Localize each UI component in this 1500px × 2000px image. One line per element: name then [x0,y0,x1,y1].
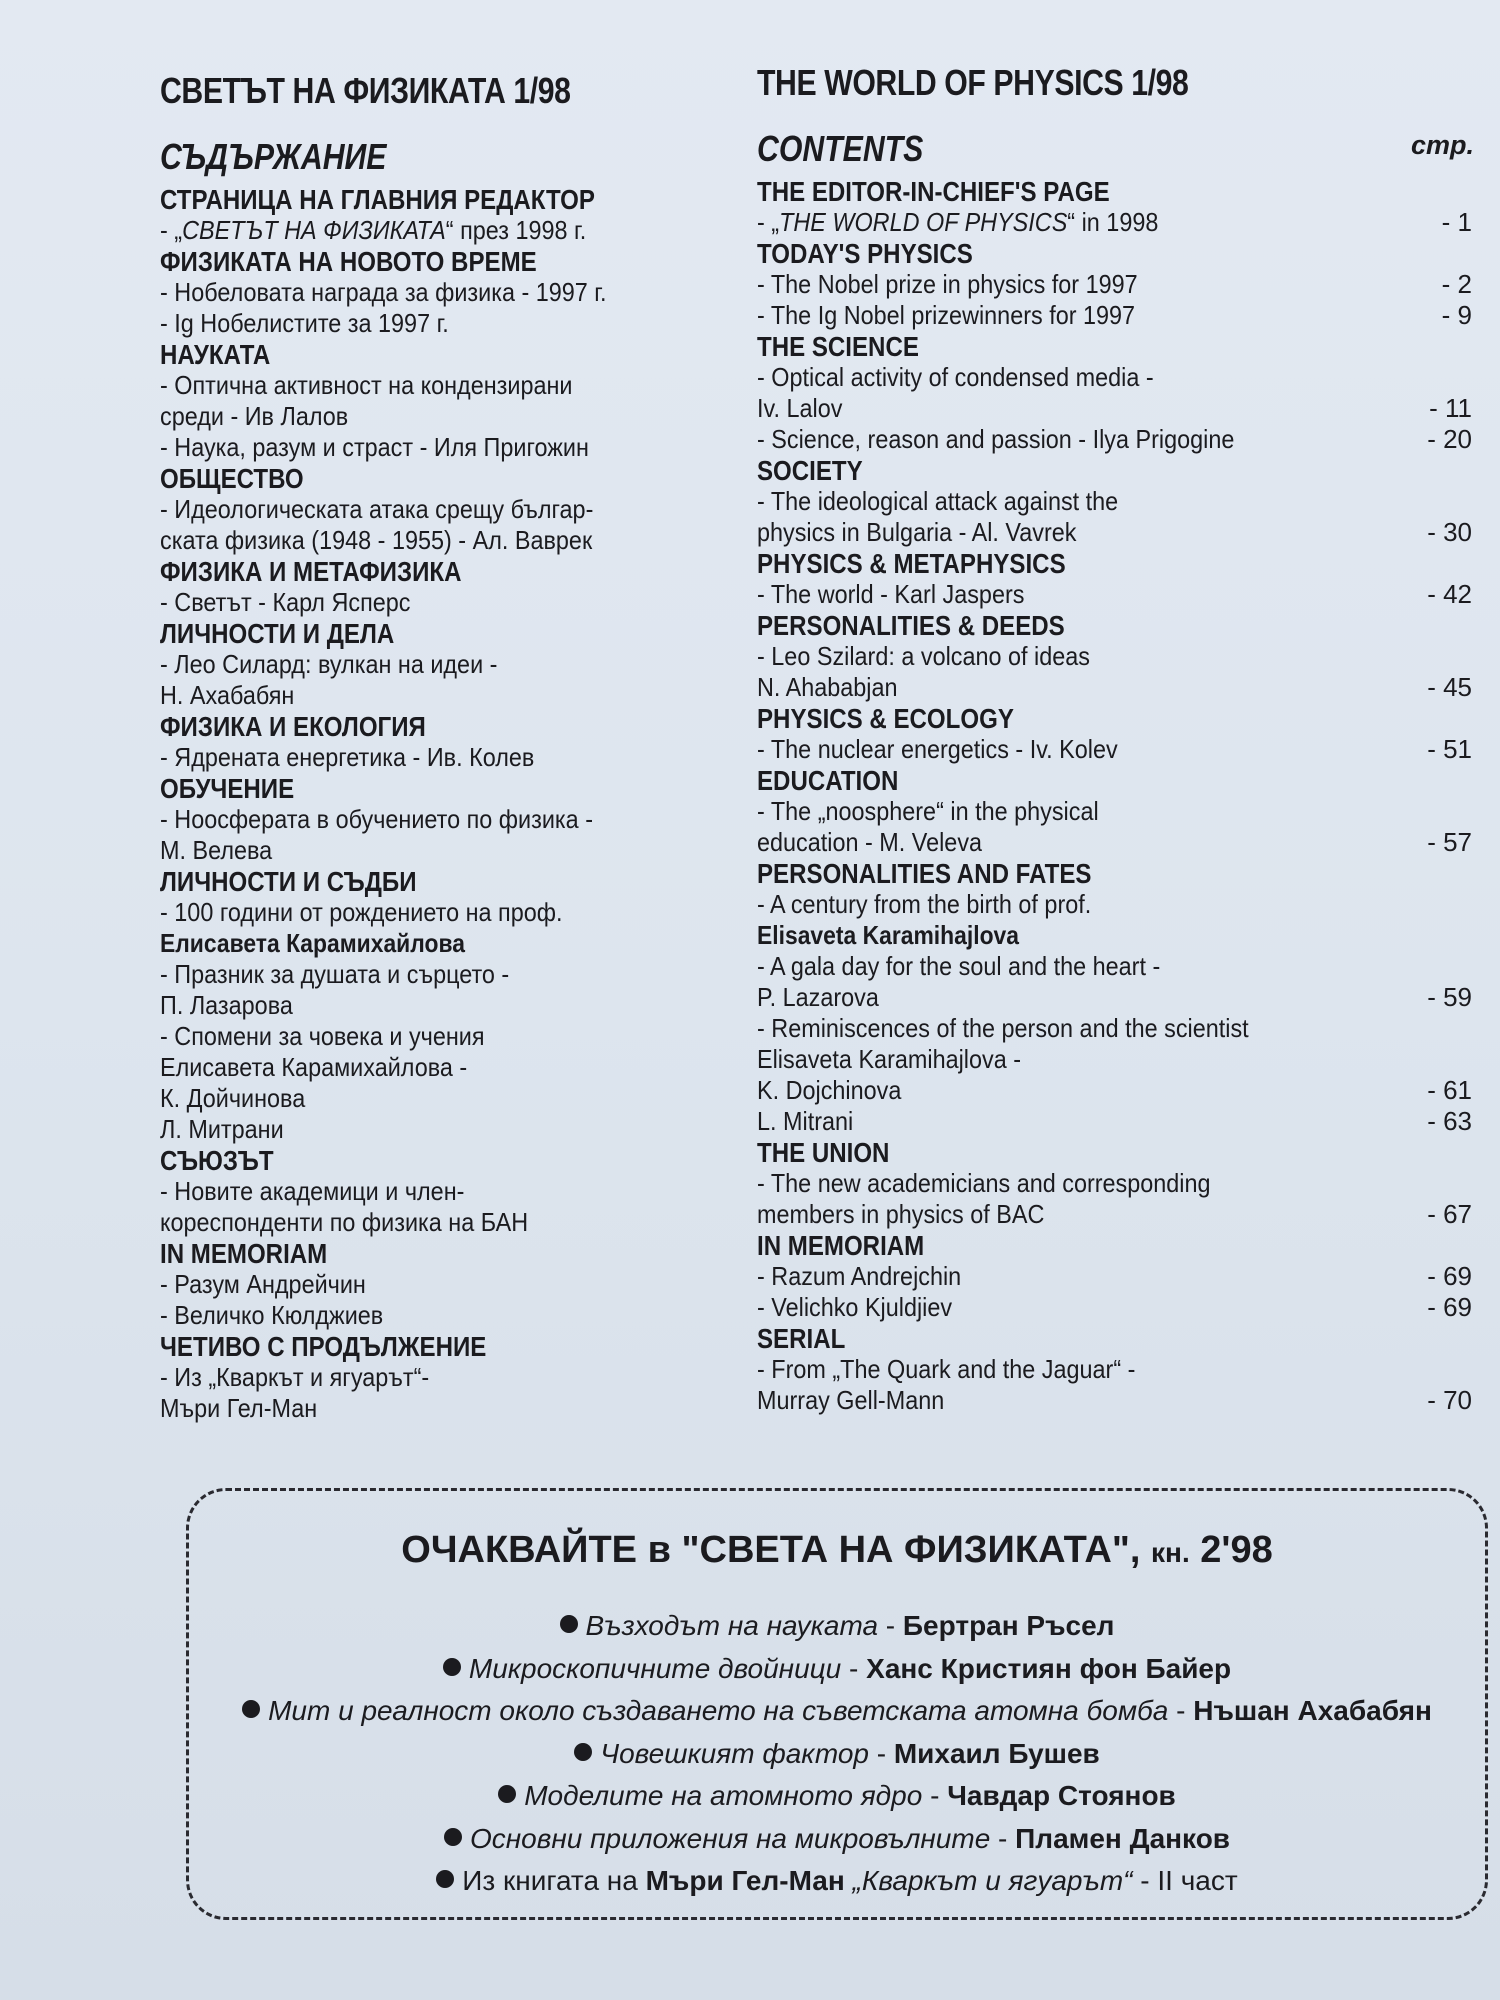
bullet-icon [498,1785,516,1803]
en-section-title: SERIAL [757,1323,846,1354]
next-issue-item: Мит и реалност около създаването на съветската атомна бомба - Нъшан Ахабабян [189,1690,1485,1733]
bg-entry: среди - Ив Лалов [160,401,349,431]
en-entry: - Leo Szilard: a volcano of ideas [757,641,1090,671]
page-number: - 11 [1429,393,1472,423]
bg-section-title: IN MEMORIAM [160,1238,328,1269]
en-section-title: THE UNION [757,1137,890,1168]
bg-contents-heading: СЪДЪРЖАНИЕ [160,136,387,177]
bg-entry: - Новите академици и член- [160,1176,465,1206]
bg-journal-title: СВЕТЪТ НА ФИЗИКАТА 1/98 [160,70,571,111]
en-section-title: PERSONALITIES AND FATES [757,858,1092,889]
page-number: - 69 [1427,1261,1472,1291]
page-number: - 63 [1427,1106,1472,1136]
en-entry: - The ideological attack against the [757,486,1119,516]
bg-entry: - Разум Андрейчин [160,1269,366,1299]
en-entry-row [757,424,1482,455]
en-entry-row [757,1199,1482,1230]
bg-entry: - Празник за душата и сърцето - [160,959,510,989]
next-issue-list [189,1605,1485,1903]
bg-section-title: ОБЩЕСТВО [160,463,304,494]
en-section-title: EDUCATION [757,765,899,796]
en-entry-row [757,734,1482,765]
en-section-title: THE SCIENCE [757,331,919,362]
bg-section-title: СЪЮЗЪТ [160,1145,274,1176]
en-entry: - The Ig Nobel prizewinners for 1997 [757,300,1136,330]
bg-entry: К. Дойчинова [160,1083,306,1113]
page-number: - 61 [1427,1075,1472,1105]
en-entry: education - M. Veleva [757,827,983,857]
bg-section-title: ЛИЧНОСТИ И ДЕЛА [160,618,395,649]
en-entry: Elisaveta Karamihajlova - [757,1044,1022,1074]
page-number: - 59 [1427,982,1472,1012]
bg-entry: - Идеологическата атака срещу българ- [160,494,594,524]
english-contents-column [757,62,1482,1416]
en-entry: - The world - Karl Jaspers [757,579,1025,609]
page-number: - 1 [1441,207,1472,237]
en-journal-title: THE WORLD OF PHYSICS 1/98 [757,62,1189,103]
en-section-title: PHYSICS & ECOLOGY [757,703,1014,734]
bg-entry: Елисавета Карамихайлова - [160,1052,468,1082]
bg-entry: кореспонденти по физика на БАН [160,1207,529,1237]
en-entry: K. Dojchinova [757,1075,902,1105]
bg-entry: - Наука, разум и страст - Иля Пригожин [160,432,589,462]
en-entry: P. Lazarova [757,982,879,1012]
page-number: - 69 [1427,1292,1472,1322]
en-entry-row [757,1385,1482,1416]
next-issue-box [186,1488,1488,1920]
en-entry: physics in Bulgaria - Al. Vavrek [757,517,1077,547]
en-entry: - The Nobel prize in physics for 1997 [757,269,1138,299]
bg-entry: Л. Митрани [160,1114,284,1144]
bg-section-title: ФИЗИКА И ЕКОЛОГИЯ [160,711,426,742]
en-entry-row [757,982,1482,1013]
bg-contents-header-row [160,136,730,180]
en-entry: - „THE WORLD OF PHYSICS“ in 1998 [757,207,1159,237]
bulgarian-contents-column [160,70,730,1424]
page-number: - 70 [1427,1385,1472,1415]
bg-entry: - Лео Силард: вулкан на идеи - [160,649,498,679]
en-entry: Iv. Lalov [757,393,843,423]
bg-section-title: СТРАНИЦА НА ГЛАВНИЯ РЕДАКТОР [160,184,595,215]
bg-section-title: ЧЕТИВО С ПРОДЪЛЖЕНИЕ [160,1331,487,1362]
en-entry: - The new academicians and corresponding [757,1168,1211,1198]
bg-section-title: НАУКАТА [160,339,271,370]
bg-entry: - Нобеловата награда за физика - 1997 г. [160,277,607,307]
next-issue-item: Микроскопичните двойници - Ханс Кристиян фон Байер [189,1648,1485,1691]
en-entry: - Reminiscences of the person and the scientist [757,1013,1249,1043]
en-section-title: TODAY'S PHYSICS [757,238,973,269]
en-section-title: THE EDITOR-IN-CHIEF'S PAGE [757,176,1110,207]
page-number: - 51 [1427,734,1472,764]
page-number: - 45 [1427,672,1472,702]
en-entry-row [757,1075,1482,1106]
en-section-title: PERSONALITIES & DEEDS [757,610,1065,641]
next-issue-item: Моделите на атомното ядро - Чавдар Стоянов [189,1775,1485,1818]
page-number: - 9 [1441,300,1472,330]
bullet-icon [242,1700,260,1718]
en-entry-row [757,207,1482,238]
en-entry-row [757,672,1482,703]
page-number: - 42 [1427,579,1472,609]
en-contents-header-row [757,128,1482,172]
bg-section-title: ЛИЧНОСТИ И СЪДБИ [160,866,417,897]
next-issue-title: ОЧАКВАЙТЕ в "СВЕТА НА ФИЗИКАТА", кн. 2'98 [401,1529,1273,1571]
bullet-icon [436,1870,454,1888]
bg-section-title: ФИЗИКАТА НА НОВОТО ВРЕМЕ [160,246,537,277]
page-number: - 30 [1427,517,1472,547]
bg-entry: - Оптична активност на кондензирани [160,370,573,400]
bg-entry: - 100 години от рождението на проф. [160,897,563,927]
page-number: - 20 [1427,424,1472,454]
en-entry: - A century from the birth of prof. [757,889,1092,919]
en-section-title: SOCIETY [757,455,863,486]
en-entries [757,176,1482,1416]
bg-entry: - Величко Кюлджиев [160,1300,384,1330]
bullet-icon [443,1658,461,1676]
en-entry: Murray Gell-Mann [757,1385,945,1415]
en-entry-row [757,1261,1482,1292]
bg-entry: - Ноосферата в обучението по физика - [160,804,593,834]
en-section-title: IN MEMORIAM [757,1230,925,1261]
bullet-icon [560,1615,578,1633]
bg-entry: М. Велева [160,835,273,865]
en-entry: - Velichko Kjuldjiev [757,1292,953,1322]
page-number: - 2 [1441,269,1472,299]
en-entry: L. Mitrani [757,1106,854,1136]
en-entry-row [757,579,1482,610]
bg-entries [160,184,730,1424]
bg-entry: - Светът - Карл Ясперс [160,587,411,617]
en-entry: - Science, reason and passion - Ilya Prigogine [757,424,1235,454]
next-issue-item: Из книгата на Мъри Гел-Ман „Кваркът и ягуарът“ - II част [189,1860,1485,1903]
en-entry-row [757,269,1482,300]
bg-entry: - Спомени за човека и учения [160,1021,485,1051]
page-number: - 57 [1427,827,1472,857]
bg-section-title: ФИЗИКА И МЕТАФИЗИКА [160,556,462,587]
next-issue-item: Човешкият фактор - Михаил Бушев [189,1733,1485,1776]
bullet-icon [574,1743,592,1761]
en-entry: - From „The Quark and the Jaguar“ - [757,1354,1136,1384]
bg-subsection-title: Елисавета Карамихайлова [160,928,465,958]
en-subsection-title: Elisaveta Karamihajlova [757,920,1019,950]
page-number: - 67 [1427,1199,1472,1229]
en-entry: - Optical activity of condensed media - [757,362,1154,392]
en-entry-row [757,517,1482,548]
en-entry-row [757,1292,1482,1323]
bg-section-title: ОБУЧЕНИЕ [160,773,295,804]
bg-entry: Н. Ахабабян [160,680,295,710]
next-issue-item: Основни приложения на микровълните - Пламен Данков [189,1818,1485,1861]
en-entry: - A gala day for the soul and the heart - [757,951,1161,981]
page-column-header: стр. [1410,130,1474,160]
bg-entry: - Из „Кваркът и ягуарът“- [160,1362,430,1392]
bg-entry: Мъри Гел-Ман [160,1393,318,1423]
bullet-icon [444,1828,462,1846]
bg-entry: ската физика (1948 - 1955) - Ал. Ваврек [160,525,593,555]
en-entry-row [757,1106,1482,1137]
en-entry-row [757,393,1482,424]
en-contents-heading: CONTENTS [757,128,924,169]
en-entry-row [757,827,1482,858]
bg-entry: П. Лазарова [160,990,293,1020]
en-entry: - The „noosphere“ in the physical [757,796,1099,826]
bg-entry: - „СВЕТЪТ НА ФИЗИКАТА“ през 1998 г. [160,215,587,245]
next-issue-item: Възходът на науката - Бертран Ръсел [189,1605,1485,1648]
bg-entry: - Ядрената енергетика - Ив. Колев [160,742,535,772]
en-section-title: PHYSICS & METAPHYSICS [757,548,1066,579]
en-entry: N. Ahababjan [757,672,898,702]
en-entry: members in physics of BAC [757,1199,1045,1229]
en-entry: - The nuclear energetics - Iv. Kolev [757,734,1118,764]
en-entry: - Razum Andrejchin [757,1261,962,1291]
bg-entry: - Ig Нобелистите за 1997 г. [160,308,449,338]
en-entry-row [757,300,1482,331]
